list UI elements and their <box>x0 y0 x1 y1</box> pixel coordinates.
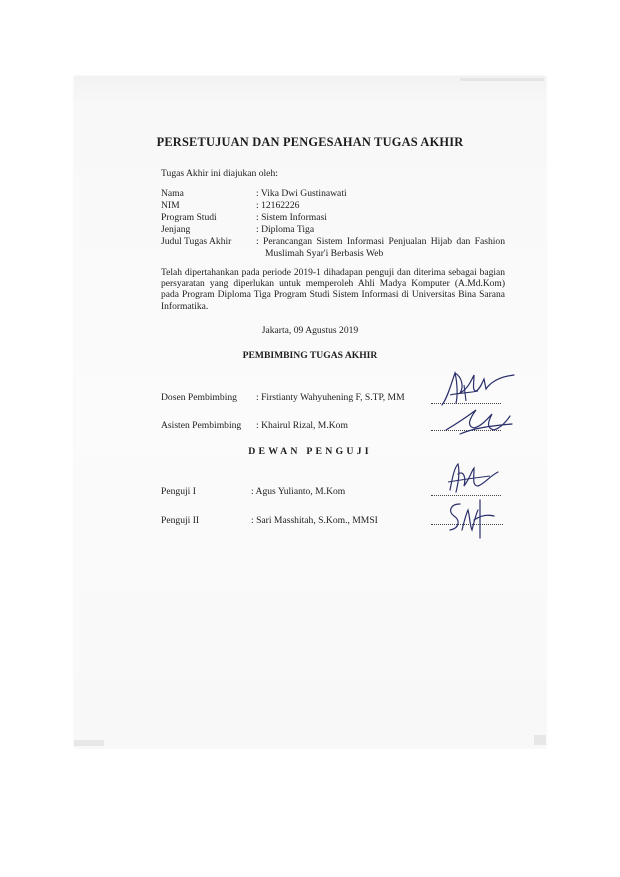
field-value-judul: : Perancangan Sistem Informasi Penjualan Hijab dan Fashion <box>256 236 505 247</box>
field-value-jenjang: : Diploma Tiga <box>256 224 315 235</box>
examiners-heading: DEWAN PENGUJI <box>248 446 372 457</box>
assistant-role: Asisten Pembimbing <box>161 420 242 431</box>
field-label-jenjang: Jenjang <box>161 224 191 235</box>
field-label-program-studi: Program Studi <box>161 212 217 223</box>
intro-text: Tugas Akhir ini diajukan oleh: <box>161 168 278 179</box>
field-label-judul: Judul Tugas Akhir <box>161 236 232 247</box>
supervisor-role: Dosen Pembimbing <box>161 392 237 403</box>
examiner-role: Penguji I <box>161 486 196 497</box>
examiner-signature-image <box>444 460 504 500</box>
field-value-nim: : 12162226 <box>256 200 300 211</box>
examiner-name: : Agus Yulianto, M.Kom <box>251 486 346 497</box>
paragraph-line: Informatika. <box>161 301 209 312</box>
paragraph-line: pada Program Diploma Tiga Program Studi Sistem Informasi di Universitas Bina Sarana <box>161 290 505 301</box>
place-date: Jakarta, 09 Agustus 2019 <box>261 325 359 336</box>
examiner-signature-image <box>440 496 510 540</box>
field-value-judul-line2: Muslimah Syar'i Berbasis Web <box>265 248 384 259</box>
field-label-nim: NIM <box>161 200 180 211</box>
scan-smudge <box>74 740 104 746</box>
assistant-name: : Khairul Rizal, M.Kom <box>256 420 348 431</box>
examiner-role: Penguji II <box>161 515 200 526</box>
paragraph-line: Telah dipertahankan pada periode 2019-1 dihadapan penguji dan diterima sebagai bagian <box>161 268 505 278</box>
examiner-name: : Sari Masshitah, S.Kom., MMSI <box>251 515 378 526</box>
document-title: PERSETUJUAN DAN PENGESAHAN TUGAS AKHIR <box>156 135 464 149</box>
field-label-nama: Nama <box>161 188 184 199</box>
scan-smudge <box>460 78 544 81</box>
assistant-signature-image <box>440 404 520 438</box>
scan-smudge <box>534 735 546 745</box>
supervisor-name: : Firstianty Wahyuhening F, S.TP, MM <box>256 392 405 403</box>
approval-paragraph <box>161 268 505 313</box>
field-value-nama: : Vika Dwi Gustinawati <box>256 188 347 199</box>
paragraph-line: persyaratan yang diperlukan untuk memperoleh Ahli Madya Komputer (A.Md.Kom) <box>161 279 505 290</box>
field-value-program-studi: : Sistem Informasi <box>256 212 327 223</box>
supervisors-heading: PEMBIMBING TUGAS AKHIR <box>242 350 378 361</box>
